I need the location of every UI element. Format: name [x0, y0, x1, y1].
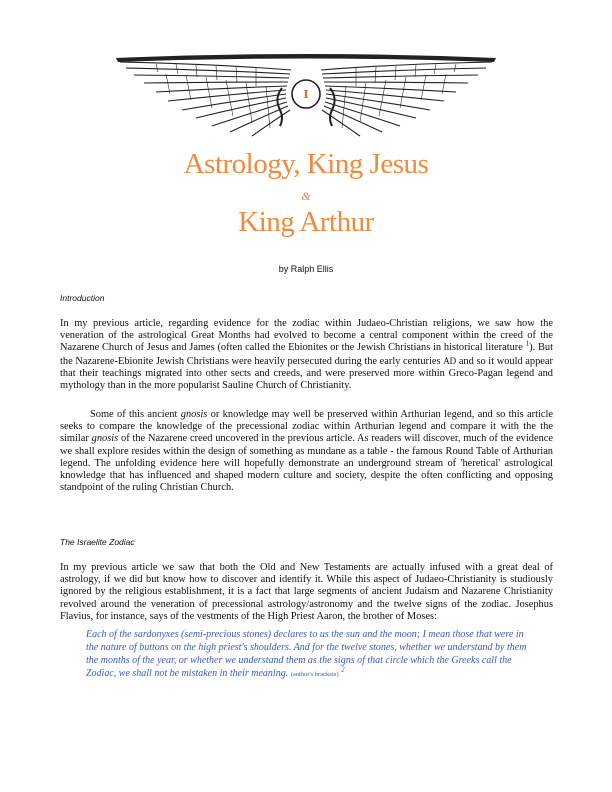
paragraph-intro-1 — [60, 318, 553, 392]
quote-source-note: (author's brackets) — [290, 671, 339, 678]
section-heading-israelite-zodiac: The Israelite Zodiac — [60, 537, 135, 547]
italic-term: gnosis — [180, 409, 208, 420]
quote-text: Each of the sardonyxes (semi-precious stones) declares to us the sun and the moon; I mean those that were in the nature of buttons on the high priest's shoulders. And for the twelve stones, whether we understand by them the months of the year, or whether we understand them as the signs of that circle which the Greeks call the Zodiac, we shall not be mistaken in their meaning. — [86, 629, 527, 679]
paragraph-text: In my previous article, regarding evidence for the zodiac within Judaeo-Christian religions, we saw how the veneration of the astrological Great Months had evolved to become a central component within the creed of the Nazarene Church of Jesus and James (often called the Ebionites or the Jewish Christians in historical literature — [60, 318, 553, 354]
title-ampersand: & — [301, 189, 311, 203]
paragraph-intro-2 — [60, 409, 553, 494]
paragraph-text: and so it would appear that their teachings migrated into other sects and creeds, and were preserved more within Greco-Pagan legend and mythology than in the more popularist Sauline Church of Christianity. — [60, 355, 553, 392]
title-line-1: Astrology, King Jesus — [183, 148, 429, 180]
chapter-number: I — [303, 88, 309, 101]
paragraph-text: of the Nazarene creed uncovered in the previous article. As readers will discover, much of the evidence we shall explore resides within the design of something as mundane as a table - the famous Round Table of Arthurian legend. The unfolding evidence here will hopefully demonstrate an underground stream of 'heretical' astrological knowledge that has influenced and shaped modern culture and society, despite the often conflicting and opposing standpoint of the ruling Christian Church. — [60, 433, 553, 494]
block-quote — [86, 628, 532, 681]
era-abbreviation: AD — [443, 355, 457, 366]
author-byline: by Ralph Ellis — [278, 264, 334, 274]
section-heading-introduction: Introduction — [60, 293, 105, 303]
italic-term: gnosis — [91, 433, 119, 445]
paragraph-text: Some of this ancient — [90, 409, 181, 420]
footnote-marker: 1 — [525, 339, 530, 348]
paragraph-text: or knowledge may well be preserved within Arthurian legend, and so this article seeks to compare the knowledge of the precessional zodiac within Arthurian legend and compare it with the the similar — [60, 409, 553, 445]
title-line-2: King Arthur — [238, 206, 374, 238]
paragraph-zodiac-1: In my previous article we saw that both the Old and New Testaments are actually infused with a great deal of astrology, if we did but know how to discover and identify it. While this aspect of Judaeo-Christianity is studiously ignored by the religious establishment, it is a fact that large segments of ancient Judaism and Nazarene Christianity revolved around the veneration of precessional astrology/astronomy and the twelve signs of the zodiac. Josephus Flavius, for instance, says of the vestments of the High Priest Aaron, the brother of Moses: — [60, 562, 553, 622]
footnote-marker: 2 — [341, 665, 345, 674]
paragraph-text: ). But the Nazarene-Ebionite Jewish Christians were heavily persecuted during the early centuries — [60, 342, 553, 367]
